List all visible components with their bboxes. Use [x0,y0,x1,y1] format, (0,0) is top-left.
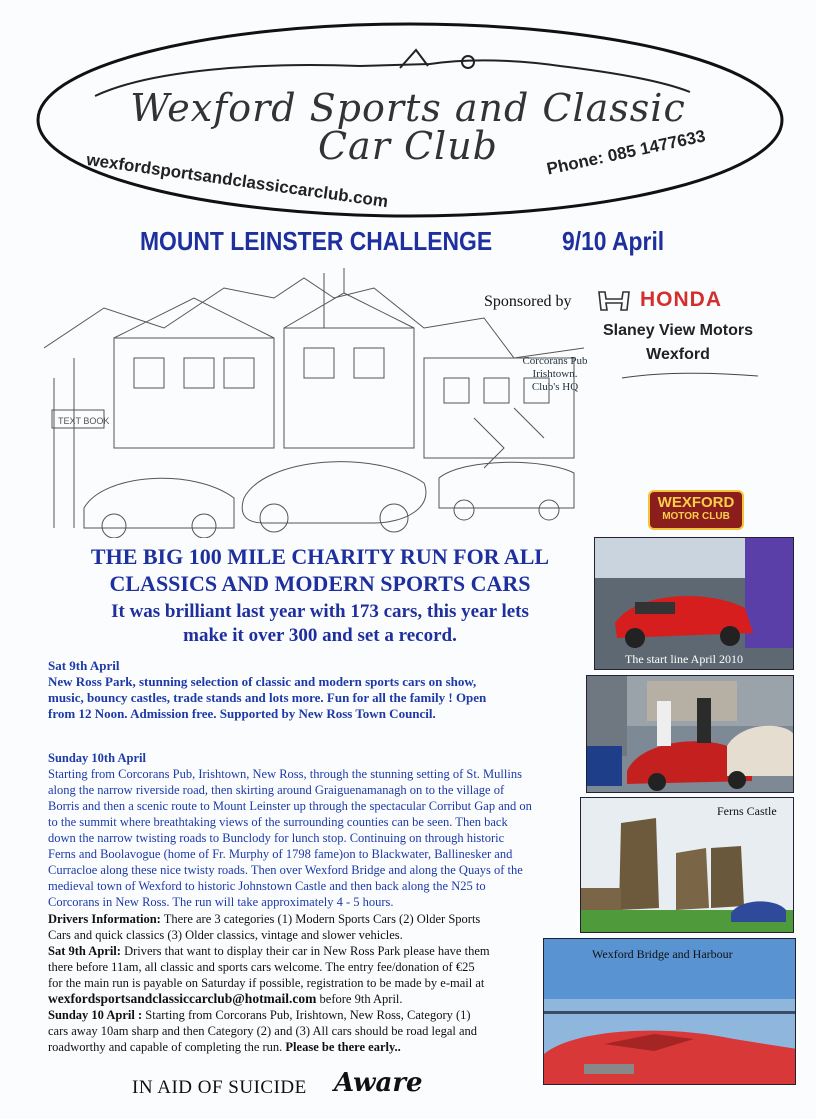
classic-cars-photo-art [587,676,794,793]
sunday-line: Ferns and Boolavogue (home of Fr. Murphy of 1798 fame)on to Blackwater, Ballinesker and [48,847,513,861]
ferns-castle-caption: Ferns Castle [717,804,777,818]
dealer-name: Slaney View Motors [603,322,753,339]
event-title: MOUNT LEINSTER CHALLENGE [140,226,493,256]
drivers-info-section [48,911,538,1055]
ferns-castle-photo [580,797,794,933]
svg-text:TEXT BOOK: TEXT BOOK [58,416,110,426]
honda-brand: HONDA [640,288,722,311]
saturday-line: from 12 Noon. Admission free. Supported by New Ross Town Council. [48,706,436,721]
drivers-info-label: Drivers Information: [48,912,161,926]
start-line-photo [594,537,794,670]
drivers-sat-label: Sat 9th April: [48,944,121,958]
event-dates: 9/10 April [562,226,665,256]
saturday-heading: Sat 9th April [48,658,120,673]
sponsored-by: Sponsored by [484,293,572,310]
headline-line3: It was brilliant last year with 173 cars, this year lets [111,601,529,622]
sunday-line: Corcorans in New Ross. The run will take approximately 4 - 5 hours. [48,895,394,909]
drivers-sat-text: there before 11am, all classic and sports cars welcome. The entry fee/donation of €25 [48,960,475,974]
club-website: wexfordsportsandclassiccarclub.com [85,150,390,212]
drivers-sun-label: Sunday 10 April : [48,1008,143,1022]
drivers-sun-bold: Please be there early.. [282,1040,401,1054]
drivers-info-text: Cars and quick classics (3) Older classics, vintage and slower vehicles. [48,928,403,942]
club-phone: Phone: 085 1477633 [545,126,708,179]
motor-club-line2: MOTOR CLUB [662,511,730,522]
hq-label-line3: Club's HQ [531,381,579,393]
saturday-line: New Ross Park, stunning selection of classic and modern sports cars on show, [48,674,477,689]
saturday-line: music, bouncy castles, trade stands and lots more. Fun for all the family ! Open [48,690,487,705]
hq-label-line1: Corcorans Pub [522,355,588,367]
classic-cars-photo [586,675,794,793]
drivers-sat-text: Drivers that want to display their car in New Ross Park please have them [120,944,490,958]
sunday-heading: Sunday 10th April [48,751,146,765]
sunday-line: medieval town of Wexford to historic Johnstown Castle and then back along the N25 to [48,879,486,893]
dealer-town: Wexford [646,346,710,363]
headline-line2: CLASSICS AND MODERN SPORTS CARS [109,571,531,596]
sunday-line: along the narrow riverside road, then skirting around Graiguenamanagh on to the village of [48,783,505,797]
motor-club-line1: WEXFORD [657,494,735,511]
start-line-caption: The start line April 2010 [625,652,743,666]
wexford-motor-club-logo [648,490,744,530]
wexford-bridge-caption: Wexford Bridge and Harbour [592,947,733,961]
sunday-section [48,750,588,910]
charity-name: Aware [334,1068,423,1098]
sunday-line: Starting from Corcorans Pub, Irishtown, New Ross, through the stunning setting of St. Mullins [48,767,522,781]
saturday-section [48,658,578,722]
registration-email[interactable]: wexfordsportsandclassiccarclub@hotmail.com [48,991,317,1006]
drivers-sun-text: cars away 10am sharp and then Category (2) and (3) All cars should be road legal and [48,1024,478,1038]
sunday-line: Curracloe along these nice twisty roads. Then over Wexford Bridge and along the Quays of the [48,863,523,877]
drivers-sun-text: roadworthy and capable of completing the run. [48,1040,283,1054]
in-aid-of-text: IN AID OF SUICIDE [132,1077,307,1098]
drivers-sun-text: Starting from Corcorans Pub, Irishtown, New Ross, Category (1) [142,1008,471,1022]
sunday-line: to the summit where breathtaking views of the surrounding counties can be seen. Then back [48,815,508,829]
club-name-line2: Car Club [317,124,498,168]
wexford-bridge-photo [543,938,796,1085]
headline-line4: make it over 300 and set a record. [183,625,457,646]
email-after-text: before 9th April. [316,992,403,1006]
drivers-info-text: There are 3 categories (1) Modern Sports Cars (2) Older Sports [160,912,481,926]
dealer-swoosh [620,370,760,382]
sunday-line: down the narrow twisting roads to Bunclody for lunch stop. Continuing on through historic [48,831,505,845]
drivers-sat-text: for the main run is payable on Saturday if possible, registration to be made by e-mail at [48,976,485,990]
start-line-photo-art [595,538,794,670]
honda-h-icon [596,290,632,312]
club-name-line1: Wexford Sports and Classic [130,86,686,130]
sunday-line: Borris and then a scenic route to Mount Leinster up through the spectacular Corribut Gap and on [48,799,532,813]
headline-line1: THE BIG 100 MILE CHARITY RUN FOR ALL [90,544,550,569]
hq-label-line2: Irishtown. [532,368,578,380]
